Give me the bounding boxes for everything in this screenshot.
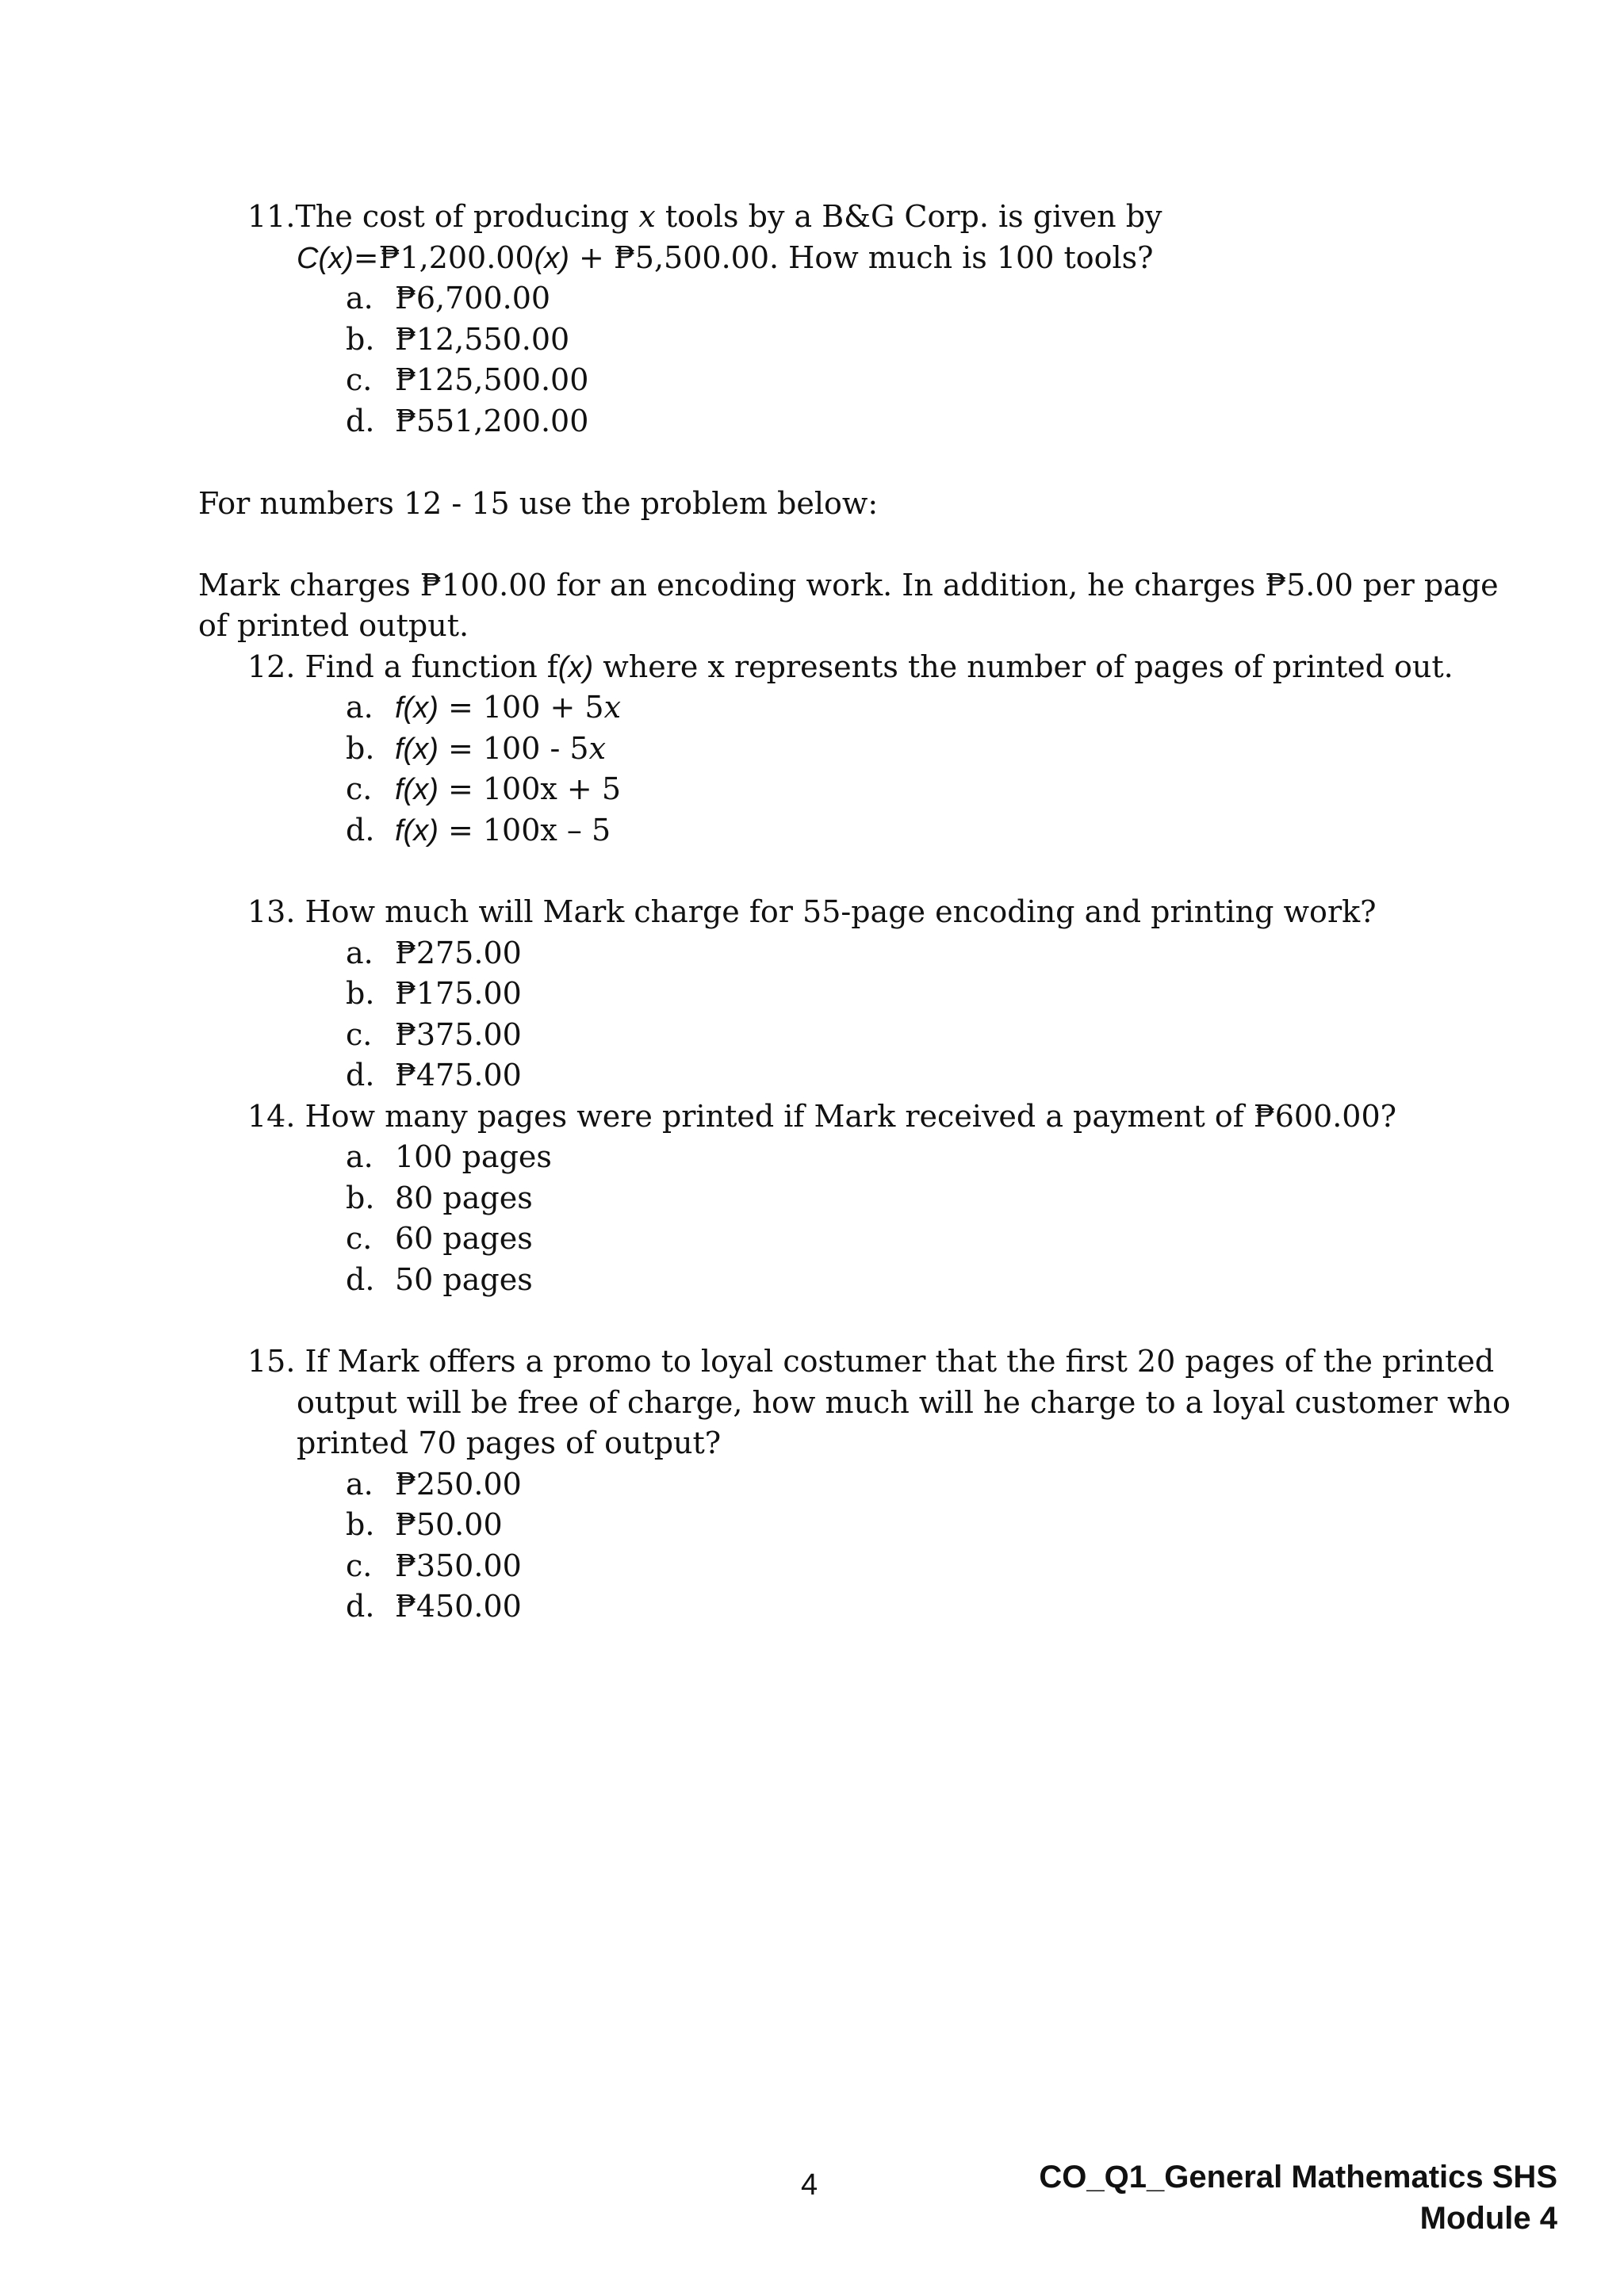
q11-number: 11. [247, 199, 296, 234]
q13-number: 13. [247, 894, 296, 929]
q13-option-c: c. ₱375.00 [346, 1017, 522, 1052]
module-code-line1: CO_Q1_General Mathematics SHS [1039, 2160, 1557, 2195]
page-number: 4 [801, 2168, 818, 2202]
q11-option-a: a. ₱6,700.00 [346, 281, 551, 316]
q15-number: 15. [247, 1344, 296, 1379]
q13-option-a: a. ₱275.00 [346, 936, 522, 970]
q11-line1: 11.The cost of producing x tools by a B&G Corp. is given by [247, 196, 1162, 237]
q12-option-c: c. f(x) = 100x + 5 [346, 771, 622, 806]
q12-option-a: a. f(x) = 100 + 5x [346, 690, 622, 725]
q15-line2: output will be free of charge, how much will he charge to a loyal customer who [297, 1385, 1511, 1420]
section-intro: For numbers 12 - 15 use the problem below: [198, 486, 879, 521]
q14-option-b: b. 80 pages [346, 1181, 533, 1215]
q14-line1: 14. How many pages were printed if Mark received a payment of ₱600.00? [247, 1099, 1397, 1134]
q13-option-d: d. ₱475.00 [346, 1058, 522, 1093]
q15-line3: printed 70 pages of output? [297, 1425, 722, 1460]
q13-line1: 13. How much will Mark charge for 55-page encoding and printing work? [247, 894, 1377, 929]
q14-option-d: d. 50 pages [346, 1262, 533, 1297]
module-code [1039, 2156, 1557, 2239]
q14-number: 14. [247, 1099, 296, 1134]
q12-number: 12. [247, 649, 296, 684]
q15-option-d: d. ₱450.00 [346, 1589, 522, 1624]
q12-option-b: b. f(x) = 100 - 5x [346, 731, 607, 766]
q13-option-b: b. ₱175.00 [346, 976, 522, 1011]
q11-option-c: c. ₱125,500.00 [346, 362, 589, 397]
q12-line1: 12. Find a function f(x) where x represents the number of pages of printed out. [247, 649, 1454, 684]
q15-option-c: c. ₱350.00 [346, 1548, 522, 1583]
q12-option-d: d. f(x) = 100x – 5 [346, 813, 611, 848]
q15-option-b: b. ₱50.00 [346, 1507, 503, 1542]
q14-option-c: c. 60 pages [346, 1221, 533, 1256]
q11-option-b: b. ₱12,550.00 [346, 322, 570, 357]
q15-line1: 15. If Mark offers a promo to loyal costumer that the first 20 pages of the printed [247, 1344, 1495, 1379]
problem-line1: Mark charges ₱100.00 for an encoding work. In addition, he charges ₱5.00 per page [198, 568, 1499, 603]
module-code-line2: Module 4 [1419, 2201, 1557, 2236]
q11-option-d: d. ₱551,200.00 [346, 404, 589, 438]
q11-line2: C(x)=₱1,200.00(x) + ₱5,500.00. How much is 100 tools? [297, 240, 1154, 275]
q14-option-a: a. 100 pages [346, 1139, 552, 1174]
problem-line2: of printed output. [198, 608, 469, 643]
q15-option-a: a. ₱250.00 [346, 1467, 522, 1502]
